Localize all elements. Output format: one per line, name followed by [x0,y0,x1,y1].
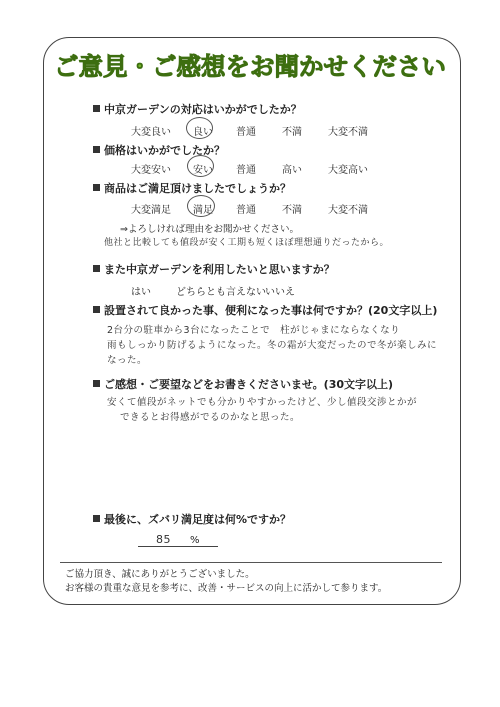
question-service [93,101,302,117]
satisfaction-unit: % [190,535,200,546]
reason-answer: 他社と比較しても値段が安く工期も短くほぼ理想通りだったから。 [104,238,390,248]
question-benefits [93,302,437,318]
option-very-cheap[interactable]: 大変安い [131,165,171,176]
question-benefits-text: 設置されて良かった事、便利になった事は何ですか？(20文字以上) [104,304,438,317]
option-neither[interactable]: どちらとも言えない [176,287,266,298]
question-product-text: 商品はご満足頂けましたでしょうか？ [104,182,291,195]
option-normal[interactable]: 普通 [236,165,256,176]
option-no[interactable]: いいえ [265,287,295,298]
option-satisfied[interactable]: 満足 [193,205,213,216]
option-very-satisfied[interactable]: 大変満足 [131,205,171,216]
question-satisfaction-text: 最後に、ズバリ満足度は何%ですか？ [104,513,292,526]
selected-circle-mark [187,155,214,177]
footer-thanks: ご協力頂き、誠にありがとうございました。 [65,569,255,580]
option-unsatisfied[interactable]: 不満 [282,205,302,216]
option-normal[interactable]: 普通 [236,127,256,138]
question-price-text: 価格はいかがでしたか？ [104,144,225,157]
square-bullet-icon [93,380,100,387]
survey-title: ご意見・ご感想をお聞かせください [54,52,446,81]
square-bullet-icon [93,265,100,272]
square-bullet-icon [93,515,100,522]
feedback-answer-line-2: できるとお得感がでるのかなと思った。 [120,412,301,423]
option-good[interactable]: 良い [193,127,213,138]
footer-note: お客様の貴重な意見を参考に、改善・サービスの向上に活かして参ります。 [65,583,388,594]
option-yes[interactable]: はい [131,287,151,298]
option-very-unsatisfied[interactable]: 大変不満 [328,127,368,138]
question-satisfaction [93,511,291,527]
option-unsatisfied[interactable]: 不満 [282,127,302,138]
option-very-unsatisfied[interactable]: 大変不満 [328,205,368,216]
option-normal[interactable]: 普通 [236,205,256,216]
option-very-expensive[interactable]: 大変高い [328,165,368,176]
question-feedback-text: ご感想・ご要望などをお書きくださいませ。(30文字以上) [104,378,394,391]
selected-circle-mark [187,195,215,217]
question-reuse [93,261,335,277]
reason-prompt: ⇒よろしければ理由をお聞かせください。 [120,224,299,235]
selected-circle-mark [186,117,213,139]
feedback-answer-line-1: 安くて値段がネットでも分かりやすかったけど、少し値段交渉とかが [107,397,418,408]
question-feedback [93,376,393,392]
option-cheap[interactable]: 安い [193,165,213,176]
footer-divider [60,562,442,563]
square-bullet-icon [93,105,100,112]
square-bullet-icon [93,184,100,191]
benefits-answer-line-3: なった。 [107,355,148,366]
benefits-answer-line-2: 雨もしっかり防げるようになった。冬の霜が大変だったので冬が楽しみに [107,340,438,351]
square-bullet-icon [93,306,100,313]
square-bullet-icon [93,146,100,153]
option-expensive[interactable]: 高い [282,165,302,176]
satisfaction-value[interactable]: 85 [156,533,171,546]
question-reuse-text: また中京ガーデンを利用したいと思いますか？ [104,263,335,276]
option-very-good[interactable]: 大変良い [131,127,171,138]
benefits-answer-line-1: 2台分の駐車から3台になったことで 柱がじゃまにならなくなり [107,325,401,336]
question-product [93,180,291,196]
question-service-text: 中京ガーデンの対応はいかがでしたか？ [104,103,302,116]
satisfaction-underline [138,546,218,547]
